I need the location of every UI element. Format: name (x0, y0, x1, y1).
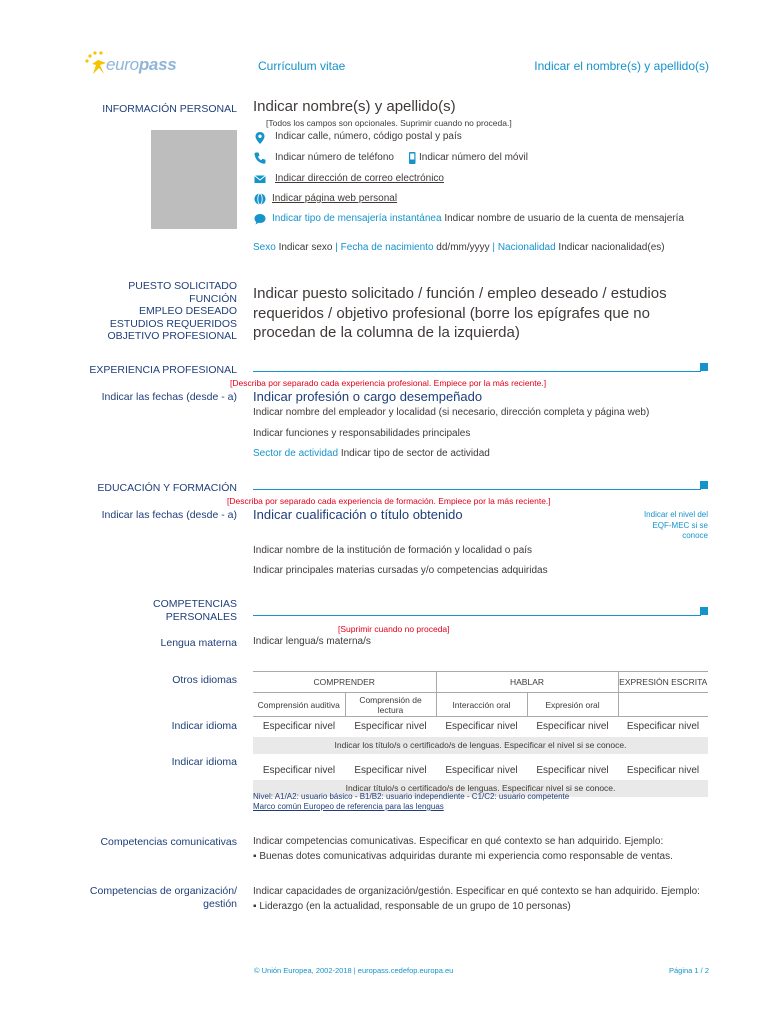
communication-skills-bullet: ▪ Buenas dotes comunicativas adquiridas durante mi experiencia como responsable de ventas. (253, 851, 673, 862)
row-spacer (253, 754, 708, 762)
education-institution: Indicar nombre de la institución de formación y localidad o país (253, 545, 533, 556)
instant-messaging-field[interactable]: Indicar tipo de mensajería instantánea Indicar nombre de usuario de la cuenta de mensajería (272, 213, 684, 224)
section-label-education: EDUCACIÓN Y FORMACIÓN (97, 482, 237, 494)
language-certificate-note[interactable]: Indicar título/s o certificado/s de lenguas. Especificar nivel si se conoce. (253, 780, 708, 797)
level-cell[interactable]: Especificar nivel (445, 721, 518, 733)
education-subjects: Indicar principales materias cursadas y/o competencias adquiridas (253, 565, 548, 576)
header-name-placeholder: Indicar el nombre(s) y apellido(s) (534, 59, 709, 73)
skills-note: [Suprimir cuando no proceda] (338, 624, 450, 634)
languages-table (253, 671, 708, 797)
level-cell[interactable]: Especificar nivel (445, 765, 518, 776)
header-hablar: HABLAR (436, 672, 618, 693)
education-dates: Indicar las fechas (desde - a) (101, 509, 237, 521)
language-name[interactable]: Indicar idioma (171, 756, 237, 768)
cefr-link[interactable]: Marco común Europeo de referencia para las lenguas (253, 802, 444, 811)
section-divider (253, 615, 701, 616)
education-note: [Describa por separado cada experiencia de formación. Empiece por la más reciente.] (227, 496, 551, 506)
experience-note: [Describa por separado cada experiencia profesional. Empiece por la más reciente.] (230, 378, 547, 388)
subheader-blank (618, 693, 708, 717)
section-divider (253, 371, 701, 372)
level-cell[interactable]: Especificar nivel (354, 721, 427, 733)
personal-details-line: Sexo Indicar sexo | Fecha de nacimiento dd/mm/yyyy | Nacionalidad Indicar nacionalidad(es) (253, 242, 665, 253)
section-label-skills: COMPETENCIAS PERSONALES (152, 598, 237, 623)
section-divider-square (700, 607, 708, 615)
website-field[interactable]: Indicar página web personal (272, 193, 398, 204)
position-labels: PUESTO SOLICITADO FUNCIÓN EMPLEO DESEADO ESTUDIOS REQUERIDOS OBJETIVO PROFESIONAL (107, 280, 237, 342)
experience-duties: Indicar funciones y responsabilidades principales (253, 428, 471, 439)
subheader-comprension-auditiva: Comprensión auditiva (253, 693, 345, 717)
language-certificate-note[interactable]: Indicar los título/s o certificado/s de lenguas. Especificar el nivel si se conoce. (253, 737, 708, 754)
organisational-skills-bullet: ▪ Liderazgo (en la actualidad, responsable de un grupo de 10 personas) (253, 901, 571, 912)
website-globe-icon (253, 192, 267, 206)
experience-dates: Indicar las fechas (desde - a) (101, 391, 237, 403)
position-text: Indicar puesto solicitado / función / empleo deseado / estudios requeridos / objetivo profesional (borre los epígrafes que no procedan de la columna de la izquierda) (253, 285, 667, 341)
email-field[interactable]: Indicar dirección de correo electrónico (275, 173, 444, 184)
level-cell[interactable]: Especificar nivel (262, 721, 336, 733)
level-cell[interactable]: Especificar nivel (354, 765, 427, 776)
levels-legend: Nivel: A1/A2: usuario básico - B1/B2: usuario independiente - C1/C2: usuario competente (253, 792, 570, 801)
other-languages-label: Otros idiomas (172, 674, 237, 686)
doc-title: Currículum vitae (258, 59, 346, 73)
mother-tongue-label: Lengua materna (160, 637, 237, 649)
footer-copyright: © Unión Europea, 2002-2018 | europass.cedefop.europa.eu (254, 966, 454, 975)
person-name: Indicar nombre(s) y apellido(s) (253, 98, 456, 115)
organisational-skills-label: Competencias de organización/ gestión (89, 885, 237, 910)
phone-field[interactable]: Indicar número de teléfono (275, 152, 394, 163)
language-name[interactable]: Indicar idioma (171, 720, 237, 732)
experience-employer: Indicar nombre del empleador y localidad (si necesario, dirección completa y página web) (253, 407, 650, 418)
header-comprender: COMPRENDER (253, 672, 436, 693)
location-pin-icon (253, 131, 267, 145)
section-label-experience: EXPERIENCIA PROFESIONAL (89, 364, 237, 376)
experience-title: Indicar profesión o cargo desempeñado (253, 389, 483, 404)
section-divider-square (700, 481, 708, 489)
communication-skills-label: Competencias comunicativas (100, 836, 237, 848)
mother-tongue-value: Indicar lengua/s materna/s (253, 636, 371, 647)
mobile-phone-icon (405, 151, 419, 165)
level-cell[interactable]: Especificar nivel (626, 721, 700, 733)
subheader-expresion-oral: Expresión oral (527, 693, 618, 717)
communication-skills-text: Indicar competencias comunicativas. Especificar en qué contexto se han adquirido. Ejemplo: (253, 836, 664, 847)
logo-text: europass (106, 55, 177, 74)
level-cell[interactable]: Especificar nivel (536, 765, 609, 776)
chat-bubble-icon (253, 212, 267, 226)
level-cell[interactable]: Especificar nivel (536, 721, 609, 733)
mobile-field[interactable]: Indicar número del móvil (419, 152, 528, 163)
address-field[interactable]: Indicar calle, número, código postal y país (275, 131, 462, 142)
level-cell[interactable]: Especificar nivel (626, 765, 700, 776)
education-title: Indicar cualificación o título obtenido (253, 507, 463, 522)
section-label-personal: INFORMACIÓN PERSONAL (102, 103, 237, 115)
phone-icon (253, 151, 267, 165)
organisational-skills-text: Indicar capacidades de organización/gestión. Especificar en qué contexto se han adquirido. Ejemplo: (253, 886, 700, 897)
footer-page-number: Página 1 / 2 (668, 966, 709, 975)
europass-logo (84, 50, 184, 80)
personal-note: [Todos los campos son opcionales. Suprimir cuando no proceda.] (266, 118, 512, 128)
eqf-level-note: Indicar el nivel del EQF-MEC si se conoce (643, 510, 708, 540)
header-expresion-escrita: EXPRESIÓN ESCRITA (618, 672, 708, 693)
subheader-interaccion-oral: Interacción oral (436, 693, 527, 717)
section-divider-square (700, 363, 708, 371)
experience-sector: Sector de actividad Indicar tipo de sector de actividad (253, 448, 490, 459)
section-divider (253, 489, 701, 490)
email-envelope-icon (253, 172, 267, 186)
photo-placeholder[interactable] (151, 130, 237, 229)
level-cell[interactable]: Especificar nivel (262, 765, 336, 776)
subheader-comprension-lectura: Comprensión de lectura (345, 693, 436, 717)
